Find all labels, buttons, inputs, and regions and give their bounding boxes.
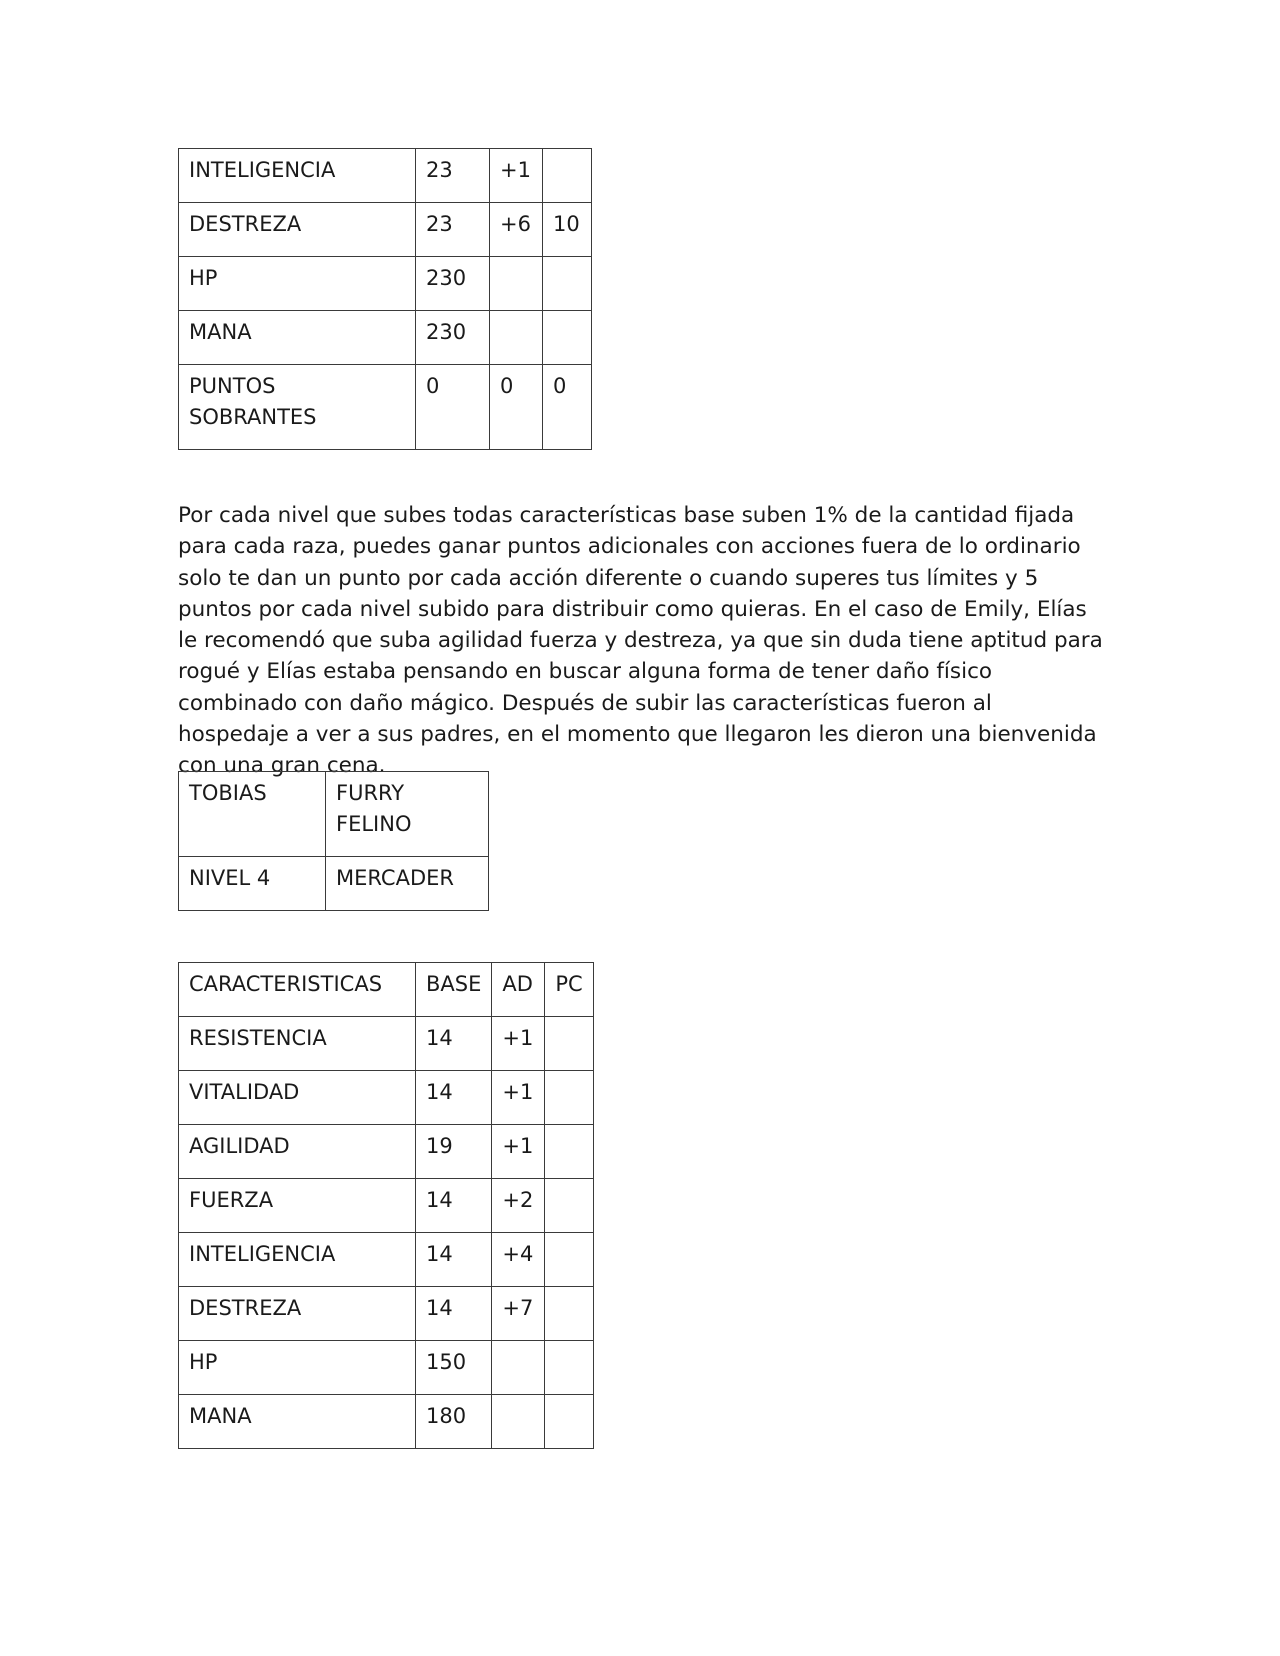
stat-pc-cell [543,311,592,365]
stat-name-cell: MANA [179,311,416,365]
header-pc: PC [545,963,594,1017]
stat-base-cell: 0 [416,365,490,450]
character-class-cell: MERCADER [326,857,489,911]
stat-base-cell: 23 [416,203,490,257]
table-row [179,1179,594,1233]
character-info-body [179,772,489,911]
stat-name-cell: INTELIGENCIA [179,1233,416,1287]
header-base: BASE [416,963,492,1017]
table-row [179,1071,594,1125]
table-row [179,311,592,365]
stat-ad-cell: +6 [490,203,543,257]
stat-pc-cell [545,1341,594,1395]
stat-ad-cell [492,1395,545,1449]
stat-ad-cell [490,311,543,365]
character-level-cell: NIVEL 4 [179,857,326,911]
stat-base-cell: 230 [416,311,490,365]
stat-name-cell: VITALIDAD [179,1071,416,1125]
characteristics-table [178,962,594,1449]
stat-name-cell: DESTREZA [179,203,416,257]
stat-pc-cell [543,257,592,311]
stat-ad-cell: +1 [492,1071,545,1125]
table-row [179,1341,594,1395]
stat-base-cell: 230 [416,257,490,311]
table-row [179,203,592,257]
stat-pc-cell [545,1287,594,1341]
stat-name-cell: AGILIDAD [179,1125,416,1179]
stat-pc-cell [545,1125,594,1179]
narrative-paragraph: Por cada nivel que subes todas características base suben 1% de la cantidad fijada para cada raza, puedes ganar puntos adicionales con acciones fuera de lo ordinario solo te dan un punto por cada acción diferente o cuando superes tus límites y 5 puntos por cada nivel subido para distribuir como quieras. En el caso de Emily, Elías le recomendó que suba agilidad fuerza y destreza, ya que sin duda tiene aptitud para rogué y Elías estaba pensando en buscar alguna forma de tener daño físico combinado con daño mágico. Después de subir las características fueron al hospedaje a ver a sus padres, en el momento que llegaron les dieron una bienvenida con una gran cena. [178,503,1103,779]
table-row [179,1395,594,1449]
table-row [179,1017,594,1071]
stat-pc-cell [545,1395,594,1449]
table-header-row [179,963,594,1017]
stat-name-cell: INTELIGENCIA [179,149,416,203]
stats-table-continued [178,148,592,450]
stat-ad-cell: +1 [492,1017,545,1071]
character-race-cell: FURRY FELINO [326,772,489,857]
stat-base-cell: 180 [416,1395,492,1449]
table-row [179,1287,594,1341]
stat-ad-cell [490,257,543,311]
table-row [179,149,592,203]
stat-base-cell: 14 [416,1287,492,1341]
stat-ad-cell: 0 [490,365,543,450]
stat-name-cell: PUNTOS SOBRANTES [179,365,416,450]
table-row [179,772,489,857]
stat-pc-cell: 10 [543,203,592,257]
table-row [179,365,592,450]
character-name-cell: TOBIAS [179,772,326,857]
stat-ad-cell [492,1341,545,1395]
stat-ad-cell: +1 [490,149,543,203]
table-row [179,1233,594,1287]
stat-pc-cell [545,1017,594,1071]
stat-ad-cell: +4 [492,1233,545,1287]
stat-ad-cell: +1 [492,1125,545,1179]
header-ad: AD [492,963,545,1017]
stat-name-cell: HP [179,257,416,311]
stat-ad-cell: +2 [492,1179,545,1233]
stat-base-cell: 14 [416,1071,492,1125]
stat-pc-cell [545,1071,594,1125]
header-characteristics: CARACTERISTICAS [179,963,416,1017]
stat-base-cell: 23 [416,149,490,203]
characteristics-table-body [179,963,594,1449]
stat-base-cell: 14 [416,1179,492,1233]
stat-name-cell: DESTREZA [179,1287,416,1341]
stat-ad-cell: +7 [492,1287,545,1341]
stat-name-cell: RESISTENCIA [179,1017,416,1071]
stats-table-continued-body [179,149,592,450]
stat-base-cell: 14 [416,1233,492,1287]
stat-name-cell: MANA [179,1395,416,1449]
table-row [179,1125,594,1179]
table-row [179,857,489,911]
stat-name-cell: FUERZA [179,1179,416,1233]
stat-pc-cell [545,1233,594,1287]
stat-pc-cell [543,149,592,203]
stat-base-cell: 150 [416,1341,492,1395]
table-row [179,257,592,311]
stat-pc-cell [545,1179,594,1233]
character-info-table [178,771,489,911]
stat-name-cell: HP [179,1341,416,1395]
stat-pc-cell: 0 [543,365,592,450]
stat-base-cell: 14 [416,1017,492,1071]
stat-base-cell: 19 [416,1125,492,1179]
